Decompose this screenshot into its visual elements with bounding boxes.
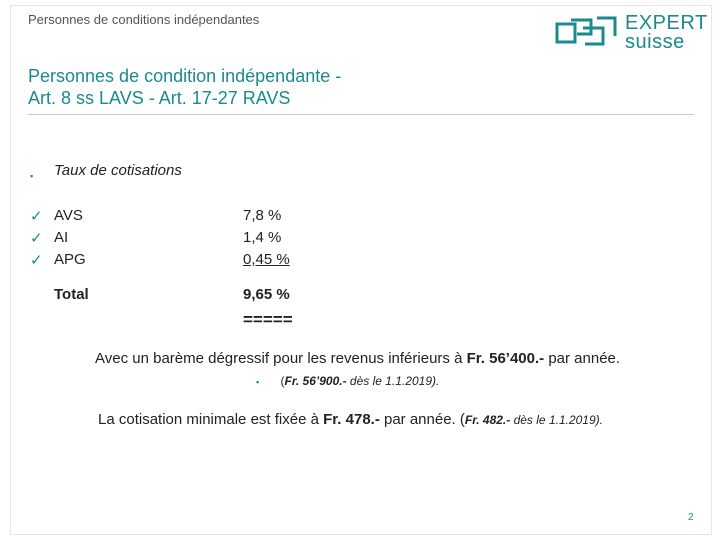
- section-label: Personnes de conditions indépendantes: [28, 12, 260, 27]
- degressive-note: [95, 350, 620, 367]
- rate-value-apg: 0,45 %: [243, 251, 290, 268]
- title-divider: [28, 114, 694, 115]
- expertsuisse-logo: [555, 12, 708, 53]
- total-value: 9,65 %: [243, 286, 290, 303]
- minimum-suffix: dès le 1.1.2019).: [510, 413, 603, 427]
- logo-mark-icon: [555, 14, 617, 48]
- minimum-amount: Fr. 478.-: [323, 411, 380, 428]
- logo-text-expert: EXPERT: [625, 12, 708, 34]
- total-label: Total: [54, 286, 89, 303]
- rate-value-avs: 7,8 %: [243, 207, 282, 224]
- square-bullet-icon: ▪: [30, 171, 34, 181]
- section-heading: Taux de cotisations: [54, 162, 182, 179]
- minimum-text: La cotisation minimale est fixée à: [98, 411, 324, 428]
- title-line-2: Art. 8 ss LAVS - Art. 17-27 RAVS: [28, 88, 291, 108]
- rate-value-ai: 1,4 %: [243, 229, 282, 246]
- degressive-suffix: par année.: [544, 350, 621, 367]
- degressive-text: Avec un barème dégressif pour les revenus inférieurs à: [95, 350, 467, 367]
- page-number: 2: [688, 512, 694, 523]
- subnote-amount: Fr. 56’900.-: [284, 374, 347, 388]
- total-double-underline: =====: [243, 310, 293, 329]
- minimum-amount-2019: Fr. 482.-: [464, 413, 511, 427]
- subnote-suffix: dès le 1.1.2019).: [346, 374, 440, 388]
- minimum-note: [98, 411, 603, 428]
- degressive-amount: Fr. 56’400.-: [466, 350, 545, 367]
- check-icon: ✓: [30, 252, 43, 269]
- rate-label-apg: APG: [54, 251, 86, 268]
- title-line-1: Personnes de condition indépendante -: [28, 66, 342, 86]
- logo-text-suisse: suisse: [625, 31, 685, 53]
- rate-label-ai: AI: [54, 229, 69, 246]
- square-bullet-icon: ▪: [256, 377, 260, 387]
- page-title: [28, 65, 341, 109]
- minimum-mid: par année. (: [379, 411, 465, 428]
- degressive-subnote: [256, 374, 439, 388]
- section-bullet: [30, 166, 33, 184]
- subnote-open: (: [280, 374, 285, 388]
- check-icon: ✓: [30, 208, 43, 225]
- rate-label-avs: AVS: [54, 207, 83, 224]
- check-icon: ✓: [30, 230, 43, 247]
